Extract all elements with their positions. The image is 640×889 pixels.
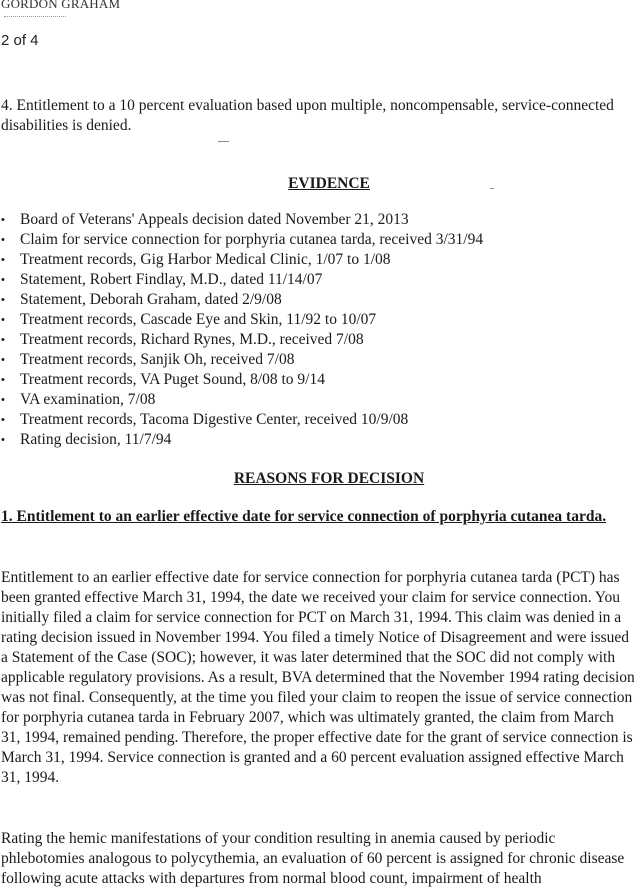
bullet-icon: • <box>1 214 5 226</box>
evidence-item: Treatment records, Cascade Eye and Skin, 11/92 to 10/07 <box>20 311 377 328</box>
page-number: 2 of 4 <box>1 32 39 49</box>
evidence-item: Rating decision, 11/7/94 <box>20 431 172 448</box>
list-item <box>1 350 483 370</box>
list-item <box>1 230 483 250</box>
reasons-heading: REASONS FOR DECISION <box>233 470 425 487</box>
header-smudge <box>4 16 66 21</box>
evidence-item: Treatment records, Richard Rynes, M.D., received 7/08 <box>20 331 364 348</box>
body-paragraph: Entitlement to an earlier effective date for service connection for porphyria cutanea tarda (PCT) has been granted effective March 31, 1994, the date we received your claim for service connection. You initially filed a claim for service connection for PCT on March 31, 1994. This claim was denied in a rating decision issued in November 1994. You filed a timely Notice of Disagreement and were issued a Statement of the Case (SOC); however, it was later determined that the SOC did not comply with applicable regulatory provisions. As a result, BVA determined that the November 1994 rating decision was not final. Consequently, at the time you filed your claim to reopen the issue of service connection for porphyria cutanea tarda in February 2007, which was ultimately granted, the claim from March 31, 1994, remained pending. Therefore, the proper effective date for the grant of service connection is March 31, 1994. Service connection is granted and a 60 percent evaluation assigned effective March 31, 1994. <box>1 569 635 786</box>
list-item <box>1 310 483 330</box>
decision-item-4: 4. Entitlement to a 10 percent evaluation based upon multiple, noncompensable, service-connected disabilities is denied. <box>1 97 614 134</box>
list-item <box>1 430 483 450</box>
evidence-item: Treatment records, Sanjik Oh, received 7/08 <box>20 351 295 368</box>
bullet-icon: • <box>1 394 5 406</box>
evidence-item: Treatment records, Gig Harbor Medical Clinic, 1/07 to 1/08 <box>20 251 391 268</box>
bullet-icon: • <box>1 234 5 246</box>
list-item <box>1 210 483 230</box>
list-item <box>1 370 483 390</box>
bullet-icon: • <box>1 254 5 266</box>
header-name: GORDON GRAHAM <box>1 0 121 11</box>
list-item <box>1 270 483 290</box>
list-item <box>1 330 483 350</box>
list-item <box>1 250 483 270</box>
evidence-item: Board of Veterans' Appeals decision dated November 21, 2013 <box>20 211 409 228</box>
bullet-icon: • <box>1 434 5 446</box>
bullet-icon: • <box>1 274 5 286</box>
body-paragraph: Rating the hemic manifestations of your condition resulting in anemia caused by periodic phlebotomies analogous to polycythemia, an evaluation of 60 percent is assigned for chronic disease following acute attacks with departures from normal blood count, impairment of health <box>1 830 625 887</box>
bullet-icon: • <box>1 334 5 346</box>
bullet-icon: • <box>1 414 5 426</box>
list-item <box>1 410 483 430</box>
list-item <box>1 290 483 310</box>
evidence-item: Treatment records, Tacoma Digestive Center, received 10/9/08 <box>20 411 409 428</box>
scan-mark <box>490 188 494 189</box>
evidence-list <box>1 210 483 450</box>
section-1-heading: 1. Entitlement to an earlier effective date for service connection of porphyria cutanea tarda. <box>1 508 607 525</box>
bullet-icon: • <box>1 374 5 386</box>
evidence-heading: EVIDENCE <box>288 175 370 192</box>
bullet-icon: • <box>1 354 5 366</box>
bullet-icon: • <box>1 314 5 326</box>
bullet-icon: • <box>1 294 5 306</box>
list-item <box>1 390 483 410</box>
evidence-item: Statement, Deborah Graham, dated 2/9/08 <box>20 291 282 308</box>
evidence-item: VA examination, 7/08 <box>20 391 156 408</box>
evidence-item: Claim for service connection for porphyria cutanea tarda, received 3/31/94 <box>20 231 484 248</box>
scan-mark <box>218 141 229 142</box>
evidence-item: Treatment records, VA Puget Sound, 8/08 to 9/14 <box>20 371 325 388</box>
evidence-item: Statement, Robert Findlay, M.D., dated 11/14/07 <box>20 271 323 288</box>
